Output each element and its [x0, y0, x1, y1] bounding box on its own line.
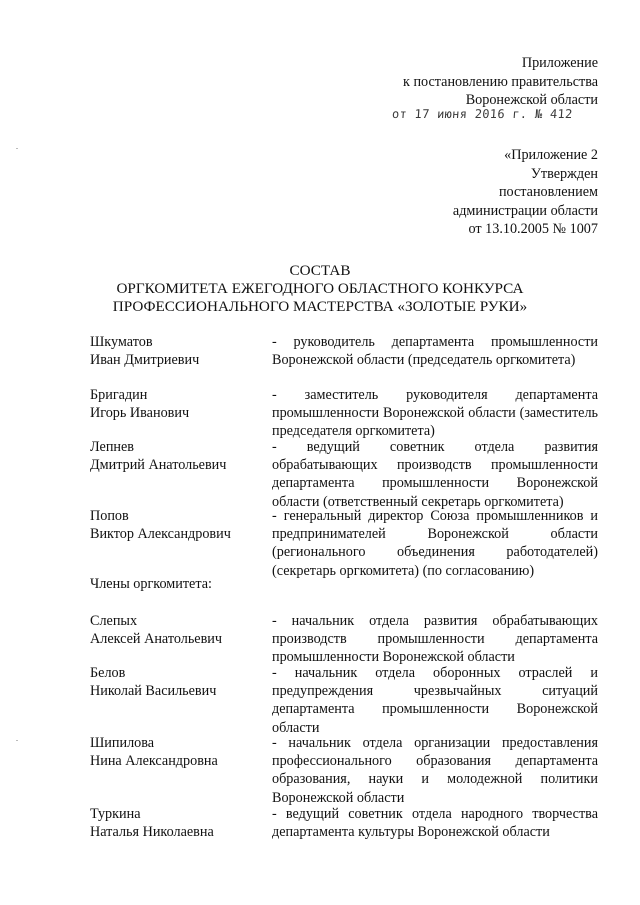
- approval-line: Утвержден: [530, 165, 598, 182]
- given-names: Николай Васильевич: [90, 683, 217, 700]
- given-names: Дмитрий Анатольевич: [90, 457, 227, 474]
- surname: Шкуматов: [90, 334, 153, 350]
- given-names: Иван Дмитриевич: [90, 352, 200, 369]
- given-names: Виктор Александрович: [90, 526, 231, 543]
- document-title: [0, 262, 640, 316]
- approval-line: администрации области: [452, 202, 598, 219]
- committee-entry-secretary: [90, 507, 598, 580]
- person-role: - генеральный директор Союза промышленников и предпринимателей Воронежской области (регионального объединения работодателей) (секретарь оргкомитета) (по согласованию): [272, 508, 598, 579]
- person-role: - начальник отдела развития обрабатывающих производств промышленности департамента промышленности Воронежской области: [272, 613, 598, 666]
- given-names: Алексей Анатольевич: [90, 631, 223, 648]
- person-name: [90, 664, 272, 737]
- person-name: [90, 333, 272, 369]
- person-role: - ведущий советник отдела развития обрабатывающих производств промышленности департамента промышленности Воронежской области (ответственный секретарь оргкомитета): [272, 439, 598, 510]
- person-name: [90, 386, 272, 441]
- approval-line: постановлением: [498, 184, 598, 200]
- given-names: Нина Александровна: [90, 753, 218, 770]
- appendix-line: Приложение: [521, 55, 598, 71]
- appendix-header: [403, 54, 598, 110]
- person-name: [90, 507, 272, 580]
- scan-speck: [16, 740, 18, 741]
- surname: Попов: [90, 508, 129, 524]
- committee-member-entry: [90, 805, 598, 841]
- person-role: - начальник отдела оборонных отраслей и предупреждения чрезвычайных ситуаций департамента промышленности Воронежской области: [272, 665, 598, 736]
- scan-speck: [16, 148, 18, 149]
- approval-header: [453, 146, 598, 239]
- committee-entry-chairman: [90, 333, 598, 369]
- surname: Слепых: [90, 613, 138, 629]
- person-role: - ведущий советник отдела народного творчества департамента культуры Воронежской области: [272, 806, 598, 841]
- given-names: Игорь Иванович: [90, 405, 190, 422]
- surname: Бригадин: [90, 387, 148, 403]
- person-name: [90, 734, 272, 807]
- surname: Лепнев: [90, 439, 135, 455]
- person-role: - руководитель департамента промышленности Воронежской области (председатель оргкомитета): [272, 334, 598, 369]
- title-line: ПРОФЕССИОНАЛЬНОГО МАСТЕРСТВА «ЗОЛОТЫЕ РУКИ»: [112, 298, 528, 315]
- person-name: [90, 438, 272, 511]
- appendix-line: Воронежской области: [465, 92, 598, 108]
- person-role: - начальник отдела организации предоставления профессионального образования департамента образования, науки и молодежной политики Воронежской области: [272, 735, 598, 806]
- given-names: Наталья Николаевна: [90, 824, 214, 841]
- committee-member-entry: [90, 664, 598, 737]
- person-role: - заместитель руководителя департамента промышленности Воронежской области (заместитель председателя оргкомитета): [272, 387, 598, 440]
- surname: Туркина: [90, 806, 141, 822]
- approval-line: от 13.10.2005 № 1007: [468, 221, 598, 237]
- appendix-line: к постановлению правительства: [403, 73, 598, 90]
- date-number-stamp: от 17 июня 2016 г. № 412: [391, 107, 574, 121]
- person-name: [90, 612, 272, 667]
- approval-line: «Приложение 2: [504, 147, 598, 163]
- surname: Белов: [90, 665, 126, 681]
- surname: Шипилова: [90, 735, 155, 751]
- committee-member-entry: [90, 612, 598, 667]
- committee-entry-executive-secretary: [90, 438, 598, 511]
- title-line: ОРГКОМИТЕТА ЕЖЕГОДНОГО ОБЛАСТНОГО КОНКУРСА: [116, 280, 524, 297]
- committee-member-entry: [90, 734, 598, 807]
- person-name: [90, 805, 272, 841]
- members-label: Члены оргкомитета:: [90, 576, 212, 592]
- committee-entry-vice-chairman: [90, 386, 598, 441]
- title-line: СОСТАВ: [289, 262, 351, 279]
